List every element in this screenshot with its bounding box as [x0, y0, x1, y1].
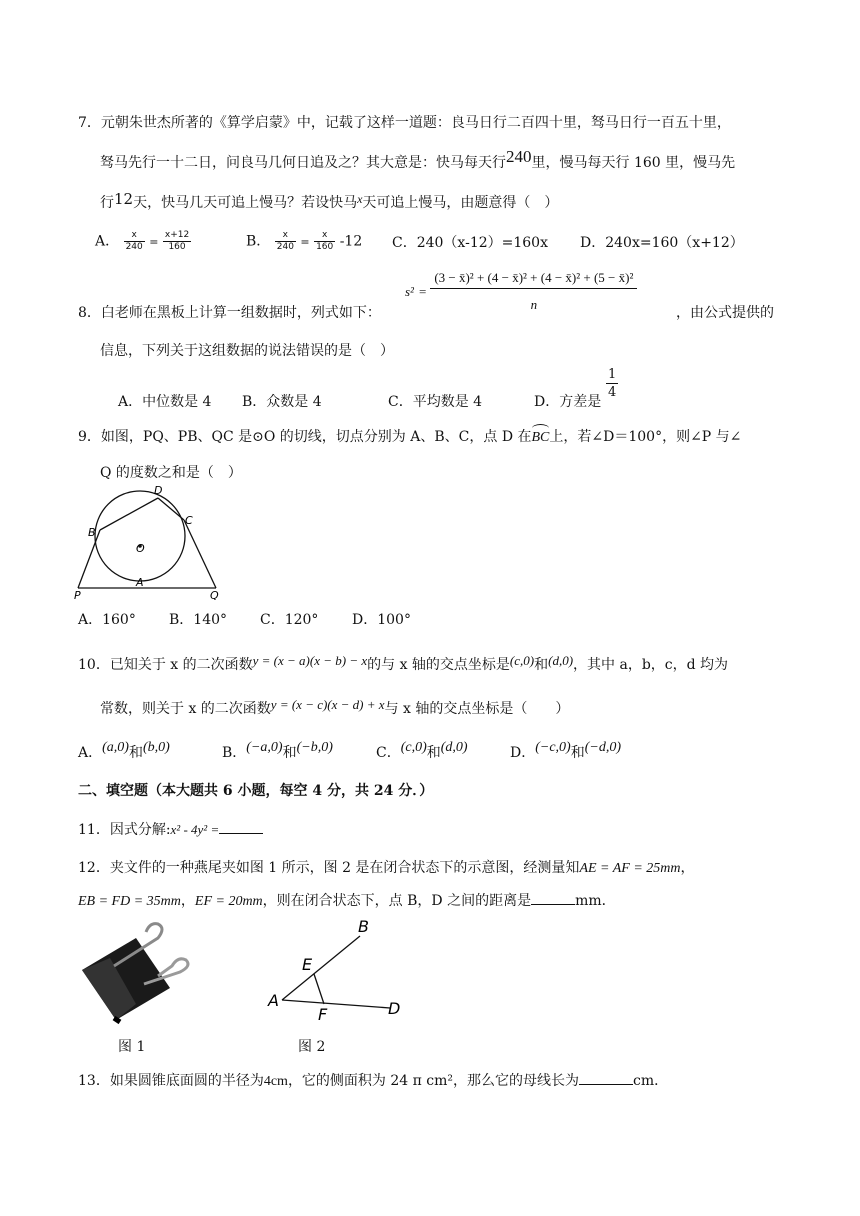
q8-eq: = — [418, 284, 427, 299]
label-b: B — [88, 526, 96, 539]
q12-line1 — [78, 857, 695, 877]
q7-option-c: C．240（x-12）=160x — [392, 235, 548, 251]
q13-unit: cm． — [633, 1073, 669, 1089]
q12-line1-a: 12．夹文件的一种燕尾夹如图 1 所示，图 2 是在闭合状态下的示意图，经测量知 — [78, 860, 580, 876]
label-b: B — [358, 917, 369, 936]
line-ab — [282, 936, 360, 1000]
point: (−b,0) — [296, 740, 333, 755]
label-d: D — [154, 484, 163, 497]
q7-optA-frac1 — [124, 230, 145, 253]
q7-option-a — [95, 230, 191, 253]
q8-formula — [404, 270, 637, 314]
opt-label: C． — [376, 745, 401, 761]
q13-line-a: 13．如果圆锥底面圆的半径为 — [78, 1073, 264, 1089]
q10-line2-a: 常数，则关于 x 的二次函数 — [100, 701, 271, 717]
q12-unit: mm． — [575, 893, 616, 909]
frac-den: 240 — [125, 242, 143, 252]
q8-optD-frac — [606, 366, 618, 401]
q7-line2 — [100, 147, 736, 172]
q7-optA-label: A． — [95, 233, 120, 250]
fig1-caption: 图 1 — [118, 1039, 146, 1055]
q12-ef: EF = 20mm — [194, 894, 263, 909]
q8-option-d: D．方差是 — [534, 394, 602, 410]
q8-option-c: C．平均数是 4 — [388, 394, 483, 410]
binder-clip-image — [74, 918, 204, 1026]
circle-o — [95, 491, 185, 581]
q7-option-b — [246, 230, 362, 253]
q13-answer-blank[interactable] — [579, 1084, 633, 1085]
q9-line1-a: 9．如图，PQ、PB、QC 是⊙O 的切线，切点分别为 A、B、C，点 D 在 — [78, 429, 532, 445]
q8-lhs: s² — [405, 284, 414, 299]
q7-var-x: x — [357, 192, 363, 206]
frac-den: 160 — [168, 242, 186, 252]
q7-line3-b: 天，快马几天可追上慢马？若设快马 — [133, 195, 358, 211]
q9-option-a: A．160° — [78, 612, 136, 628]
and: 和 — [282, 745, 297, 761]
q12-figure-2 — [262, 914, 422, 1030]
q10-option-a — [78, 742, 170, 762]
frac-num: 1 — [608, 367, 617, 382]
frac-den: 160 — [316, 242, 334, 252]
line-ef — [314, 974, 324, 1004]
frac-num: x — [124, 230, 145, 242]
frac-num: x+12 — [164, 230, 190, 240]
label-q: Q — [210, 589, 219, 600]
opt-label: B． — [222, 745, 247, 761]
line-ad — [282, 1000, 390, 1008]
q10-line2-b: 与 x 轴的交点坐标是（ ） — [384, 701, 570, 717]
q7-speed-240: 240 — [506, 147, 532, 166]
q7-line1: 7．元朝朱世杰所著的《算学启蒙》中，记载了这样一道题：良马日行二百四十里，驽马日行一百五十里， — [78, 115, 731, 131]
q13-line-b: ，它的侧面积为 24 π cm²，那么它的母线长为 — [287, 1073, 580, 1089]
equals: = — [149, 235, 159, 249]
q12-eb-fd: EB = FD = 35mm — [78, 894, 181, 909]
q10-line1-c: ，其中 a，b，c，d 均为 — [573, 657, 729, 673]
arc-text: BC — [531, 430, 550, 445]
line-dc — [158, 498, 184, 520]
frac-num: x — [314, 230, 335, 242]
q8-option-a: A．中位数是 4 — [118, 394, 212, 410]
label-d: D — [388, 999, 401, 1018]
fig2-caption: 图 2 — [298, 1039, 326, 1055]
q9-line1-b: 上，若∠D＝100°，则∠P 与∠ — [549, 429, 742, 445]
q12-line2 — [78, 890, 616, 910]
q9-figure — [70, 482, 230, 600]
q7-option-d: D．240x=160（x+12） — [580, 235, 744, 251]
q8-numerator: (3 − x̄)² + (4 − x̄)² + (4 − x̄)² + (5 − x̄)² — [430, 270, 637, 289]
q12-sep: ， — [180, 893, 195, 909]
q7-line2-text: 驽马先行一十二日，问良马几何日追及之？其大意是：快马每天行 — [100, 155, 506, 171]
q11-expression: x² - 4y² = — [170, 822, 220, 837]
q10-option-d — [510, 742, 621, 762]
q7-line3-c: 天可追上慢马，由题意得（ ） — [362, 195, 559, 211]
q10-option-b — [222, 742, 333, 762]
q9-line2: Q 的度数之和是（ ） — [100, 465, 242, 481]
label-a: A — [268, 991, 279, 1010]
point: (−a,0) — [246, 740, 283, 755]
and: 和 — [128, 745, 143, 761]
q13-line — [78, 1070, 668, 1090]
q7-line2-text-b: 里，慢马每天行 160 里，慢马先 — [531, 155, 736, 171]
q10-point-d: (d,0) — [548, 653, 574, 668]
q12-line2-a: ，则在闭合状态下，点 B，D 之间的距离是 — [262, 893, 532, 909]
q8-line1a: 8．白老师在黑板上计算一组数据时，列式如下： — [78, 305, 381, 321]
point: (−c,0) — [535, 740, 571, 755]
q8-formula-table — [404, 270, 637, 314]
clip-foot — [114, 1018, 120, 1022]
frac-den: 240 — [276, 242, 294, 252]
q7-optA-frac2 — [163, 230, 191, 253]
q10-function-1: y = (x − a)(x − b) − x — [252, 653, 368, 668]
q9-arc-bc — [532, 430, 550, 446]
q11-text: 11．因式分解: — [78, 822, 171, 838]
q8-denominator: n — [530, 297, 538, 312]
arc-mark — [532, 424, 550, 433]
q10-line1 — [78, 654, 728, 674]
q11-line — [78, 819, 263, 839]
q10-function-2: y = (x − c)(x − d) + x — [270, 697, 385, 712]
section-title-fill-in: 二、填空题（本大题共 6 小题，每空 4 分，共 24 分．） — [78, 783, 434, 799]
q7-optB-tail: -12 — [339, 233, 363, 250]
label-f: F — [318, 1005, 328, 1024]
q7-optB-label: B． — [246, 233, 271, 250]
frac-den: 4 — [608, 385, 617, 400]
label-a: A — [136, 576, 144, 589]
q8-line2: 信息，下列关于这组数据的说法错误的是（ ） — [100, 343, 394, 359]
equals: = — [300, 235, 310, 249]
label-e: E — [302, 955, 313, 974]
q10-option-c — [376, 742, 468, 762]
point: (c,0) — [400, 740, 427, 755]
label-c: C — [185, 514, 193, 527]
and: 和 — [426, 745, 441, 761]
and: 和 — [570, 745, 585, 761]
label-p: P — [74, 589, 81, 600]
q10-line1-b: 的与 x 轴的交点坐标是 — [367, 657, 510, 673]
q7-optB-frac1 — [275, 230, 296, 253]
q9-option-c: C．120° — [260, 612, 319, 628]
q10-line1-a: 10．已知关于 x 的二次函数 — [78, 657, 253, 673]
q8-option-b: B．众数是 4 — [242, 394, 322, 410]
frac-num: x — [275, 230, 296, 242]
q10-and: 和 — [534, 657, 549, 673]
label-o: O — [136, 542, 145, 555]
q9-option-d: D．100° — [352, 612, 411, 628]
q7-line3 — [100, 192, 558, 212]
q13-radius: 4cm — [263, 1074, 288, 1089]
q10-point-c: (c,0) — [509, 653, 535, 668]
q8-line1b: ，由公式提供的 — [676, 305, 774, 321]
q7-line3-a: 行 — [100, 195, 114, 211]
opt-label: D． — [510, 745, 536, 761]
line-qc — [184, 520, 216, 588]
point: (a,0) — [102, 740, 129, 755]
q12-line1-b: ， — [680, 860, 695, 876]
q9-line1 — [78, 426, 741, 446]
q10-line2 — [100, 698, 569, 718]
point: (b,0) — [142, 740, 170, 755]
q7-optB-frac2 — [314, 230, 335, 253]
q12-ae-af: AE = AF = 25mm — [579, 861, 681, 876]
q7-days-12: 12 — [114, 190, 134, 208]
q11-answer-blank[interactable] — [219, 833, 263, 834]
point: (−d,0) — [584, 740, 622, 755]
point: (d,0) — [440, 740, 468, 755]
opt-label: A． — [78, 745, 103, 761]
q12-answer-blank[interactable] — [531, 904, 575, 905]
q9-option-b: B．140° — [169, 612, 228, 628]
